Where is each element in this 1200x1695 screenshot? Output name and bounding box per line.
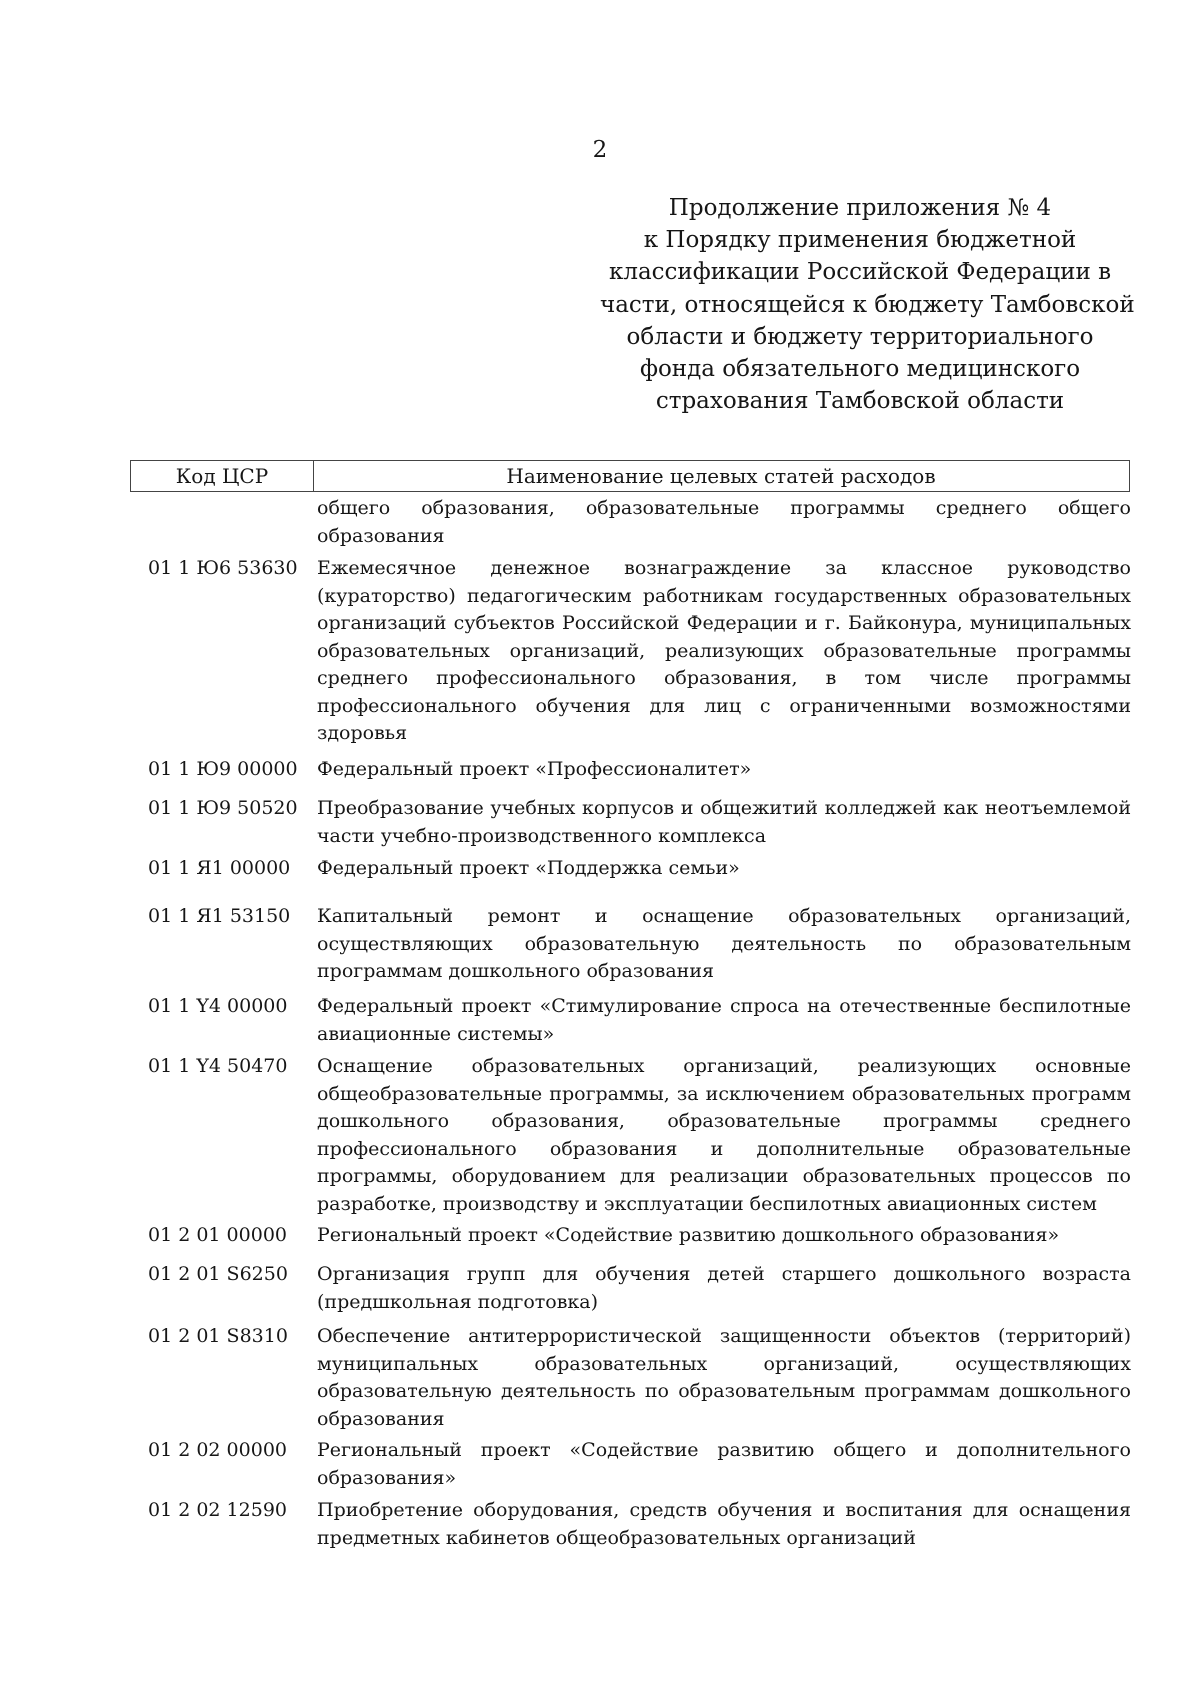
appendix-line: к Порядку применения бюджетной <box>643 227 1077 254</box>
header-code: Код ЦСР <box>131 461 314 491</box>
appendix-line: классификации Российской Федерации в <box>608 259 1112 286</box>
row-name: Преобразование учебных корпусов и общежитий колледжей как неотъемлемой части учебно-производственного комплекса <box>317 797 1131 847</box>
row-name: общего образования, образовательные программы среднего общего образования <box>317 497 1131 547</box>
row-code: 01 1 Ю9 00000 <box>148 758 298 780</box>
row-code: 01 1 Ю6 53630 <box>148 557 298 579</box>
appendix-line: части, относящейся к бюджету Тамбовской <box>600 291 1135 318</box>
row-name: Обеспечение антитеррористической защищенности объектов (территорий) муниципальных образовательных организаций, осуществляющих образовательную деятельность по образовательным программам дошкольного образования <box>317 1325 1131 1430</box>
row-name: Региональный проект «Содействие развитию дошкольного образования» <box>317 1224 1060 1246</box>
row-code: 01 2 02 00000 <box>148 1439 288 1461</box>
row-name: Ежемесячное денежное вознаграждение за классное руководство (кураторство) педагогическим работникам государственных образовательных организаций субъектов Российской Федерации и г. Байконура, муниципальных образовательных организаций, реализующих образовательные программы среднего профессионального образования, в том числе программы профессионального обучения для лиц с ограниченными возможностями здоровья <box>317 557 1131 744</box>
page-number: 2 <box>592 137 608 163</box>
row-name: Федеральный проект «Профессионалитет» <box>317 758 752 780</box>
row-code: 01 1 Я1 00000 <box>148 857 291 879</box>
row-name: Организация групп для обучения детей старшего дошкольного возраста (предшкольная подготовка) <box>317 1263 1131 1313</box>
row-code: 01 1 Ю9 50520 <box>148 797 298 819</box>
appendix-line: области и бюджету территориального <box>626 323 1094 350</box>
row-code: 01 2 01 S6250 <box>148 1263 288 1285</box>
row-name: Приобретение оборудования, средств обучения и воспитания для оснащения предметных кабинетов общеобразовательных организаций <box>317 1499 1131 1549</box>
row-code: 01 2 01 S8310 <box>148 1325 288 1347</box>
appendix-line: Продолжение приложения № 4 <box>668 195 1052 221</box>
row-name: Оснащение образовательных организаций, реализующих основные общеобразовательные программы, за исключением образовательных программ дошкольного образования, образовательные программы среднего профессионального образования и дополнительные образовательные программы, оборудованием для реализации образовательных процессов по разработке, производству и эксплуатации беспилотных авиационных систем <box>317 1055 1131 1215</box>
row-name: Региональный проект «Содействие развитию общего и дополнительного образования» <box>317 1439 1131 1489</box>
row-code: 01 1 Y4 00000 <box>148 995 288 1017</box>
row-code: 01 1 Y4 50470 <box>148 1055 288 1077</box>
header-name: Наименование целевых статей расходов <box>506 464 936 488</box>
row-code: 01 1 Я1 53150 <box>148 905 291 927</box>
appendix-line: фонда обязательного медицинского <box>639 356 1081 383</box>
table-header <box>130 460 1130 492</box>
appendix-heading <box>600 192 1135 417</box>
row-name: Федеральный проект «Стимулирование спроса на отечественные беспилотные авиационные системы» <box>317 995 1131 1045</box>
row-code: 01 2 01 00000 <box>148 1224 288 1246</box>
appendix-line: страхования Тамбовской области <box>655 388 1065 415</box>
row-name: Капитальный ремонт и оснащение образовательных организаций, осуществляющих образовательную деятельность по образовательным программам дошкольного образования <box>317 905 1131 982</box>
row-name: Федеральный проект «Поддержка семьи» <box>317 857 740 879</box>
row-code: 01 2 02 12590 <box>148 1499 288 1521</box>
